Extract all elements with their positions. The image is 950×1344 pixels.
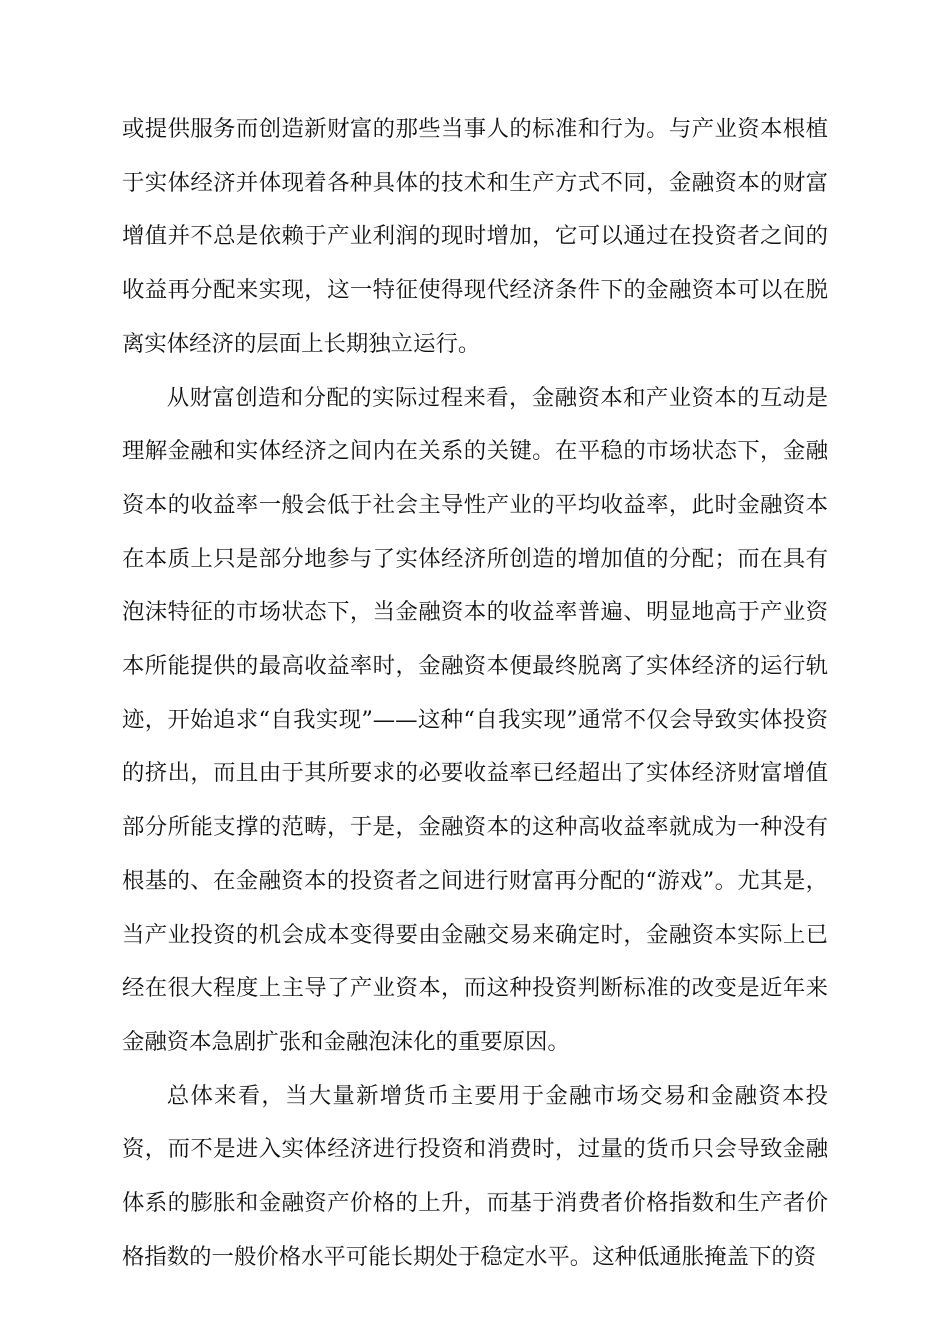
document-body [122, 103, 828, 1284]
paragraph-3: 总体来看，当大量新增货币主要用于金融市场交易和金融资本投资，而不是进入实体经济进行投资和消费时，过量的货币只会导致金融体系的膨胀和金融资产价格的上升，而基于消费者价格指数和生产者价格指数的一般价格水平可能长期处于稳定水平。这种低通胀掩盖下的资 [122, 1082, 828, 1270]
paragraph-1: 或提供服务而创造新财富的那些当事人的标准和行为。与产业资本根植于实体经济并体现着各种具体的技术和生产方式不同，金融资本的财富增值并不总是依赖于产业利润的现时增加，它可以通过在投资者之间的收益再分配来实现，这一特征使得现代经济条件下的金融资本可以在脱离实体经济的层面上长期独立运行。 [122, 116, 828, 357]
paragraph-2: 从财富创造和分配的实际过程来看，金融资本和产业资本的互动是理解金融和实体经济之间内在关系的关键。在平稳的市场状态下，金融资本的收益率一般会低于社会主导性产业的平均收益率，此时金融资本在本质上只是部分地参与了实体经济所创造的增加值的分配；而在具有泡沫特征的市场状态下，当金融资本的收益率普遍、明显地高于产业资本所能提供的最高收益率时，金融资本便最终脱离了实体经济的运行轨迹，开始追求“自我实现”——这种“自我实现”通常不仅会导致实体投资的挤出，而且由于其所要求的必要收益率已经超出了实体经济财富增值部分所能支撑的范畴，于是，金融资本的这种高收益率就成为一种没有根基的、在金融资本的投资者之间进行财富再分配的“游戏”。尤其是，当产业投资的机会成本变得要由金融交易来确定时，金融资本实际上已经在很大程度上主导了产业资本，而这种投资判断标准的改变是近年来金融资本急剧扩张和金融泡沫化的重要原因。 [122, 384, 828, 1055]
